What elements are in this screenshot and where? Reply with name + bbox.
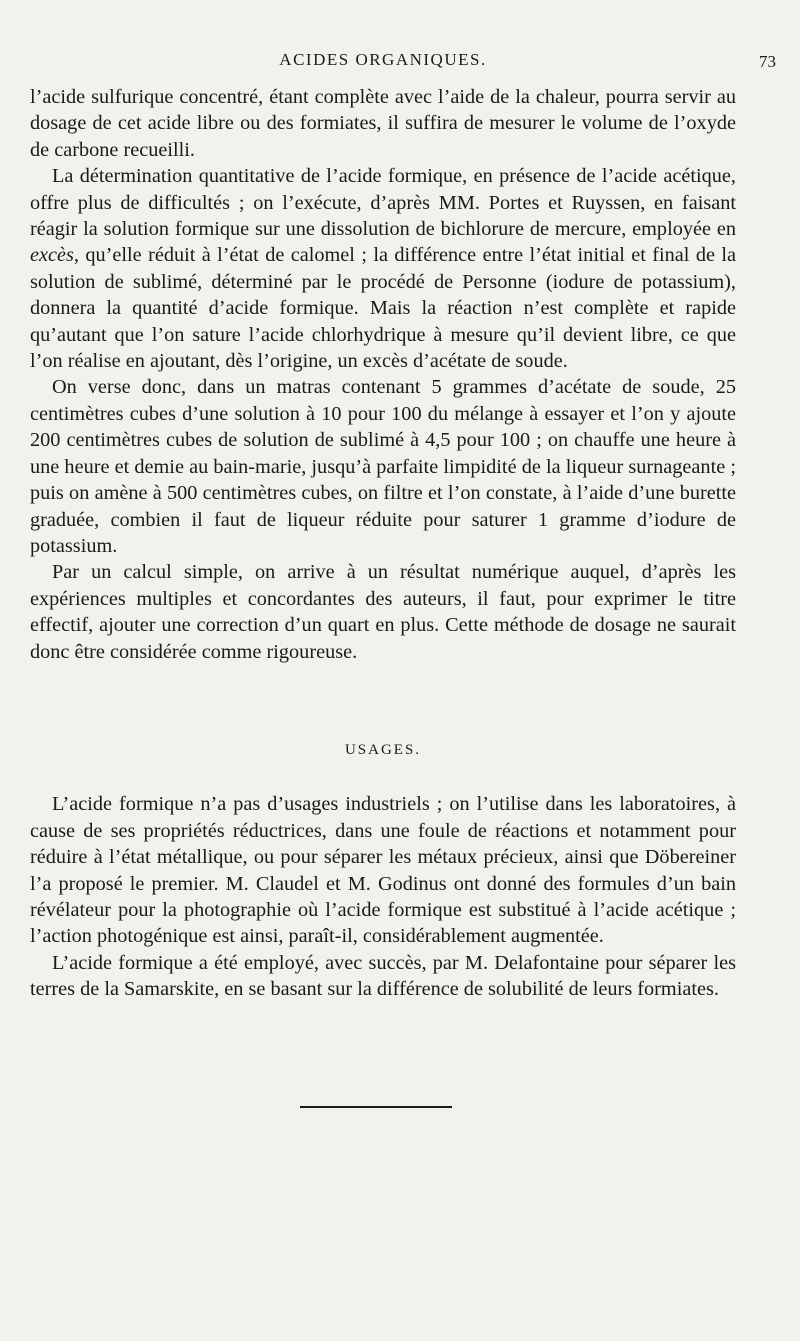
running-title: ACIDES ORGANIQUES. [279,50,487,69]
closing-rule [300,1106,452,1108]
paragraph-procedure: On verse donc, dans un matras contenant 5 grammes d’acétate de soude, 25 centimètres cubes d’une solution à 10 pour 100 du mélange à essayer et l’on y ajoute 200 centimètres cubes de solution de sublimé à 4,5 pour 100 ; on chauffe une heure à une heure et demie au bain-marie, jusqu’à parfaite limpidité de la liqueur surnageante ; puis on amène à 500 centimètres cubes, on filtre et l’on constate, à l’aide d’une burette graduée, combien il faut de liqueur réduite pour saturer 1 gramme d’iodure de potassium. [30,376,736,557]
paragraph-delafontaine: L’acide formique a été employé, avec succès, par M. Delafontaine pour séparer les terres de la Samarskite, en se basant sur la différence de solubilité de leurs formiates. [30,951,736,1001]
running-header [30,44,776,84]
paragraph-continued: l’acide sulfurique concentré, étant complète avec l’aide de la chaleur, pourra servir au dosage de cet acide libre ou des formiates, il suffira de mesurer le volume de l’oxyde de carbone recueilli. [30,86,736,161]
page-number: 73 [759,52,776,71]
paragraph-calculation: Par un calcul simple, on arrive à un résultat numérique auquel, d’après les expériences multiples et concordantes des auteurs, il faut, pour exprimer le titre effectif, ajouter une correction d’un quart en plus. Cette méthode de dosage ne saurait donc être considérée comme rigoureuse. [30,561,736,663]
paragraph-text: qu’elle réduit à l’état de calomel ; la différence entre l’état initial et final de la solution de sublimé, déterminé par le procédé de Personne (iodure de potassium), donnera la quantité d’acide formique. Mais la réaction n’est complète et rapide qu’autant que l’on sature l’acide chlorhydrique à mesure qu’il devient libre, ce que l’on réalise en ajoutant, dès l’origine, un excès d’acétate de soude. [30,244,736,373]
paragraph-text: La détermination quantitative de l’acide formique, en présence de l’acide acétique, offre plus de difficultés ; on l’exécute, d’après MM. Portes et Ruyssen, en faisant réagir la solution formique sur une dissolution de bichlorure de mercure, employée en [30,165,736,241]
paragraph-formic-determination [30,163,736,374]
emphasized-word: excès, [30,244,79,267]
paragraph-usages: L’acide formique n’a pas d’usages industriels ; on l’utilise dans les laboratoires, à cause de ses propriétés réductrices, dans une foule de réactions et notamment pour réduire à l’état métallique, ou pour séparer les métaux précieux, ainsi que Döbereiner l’a proposé le premier. M. Claudel et M. Godinus ont donné des formules d’un bain révélateur pour la photographie où l’acide formique est substitué à l’acide acétique ; l’action photogénique est ainsi, paraît-il, considérablement augmentée. [30,793,736,948]
section-heading: USAGES. [344,741,422,758]
main-text [30,84,736,1003]
